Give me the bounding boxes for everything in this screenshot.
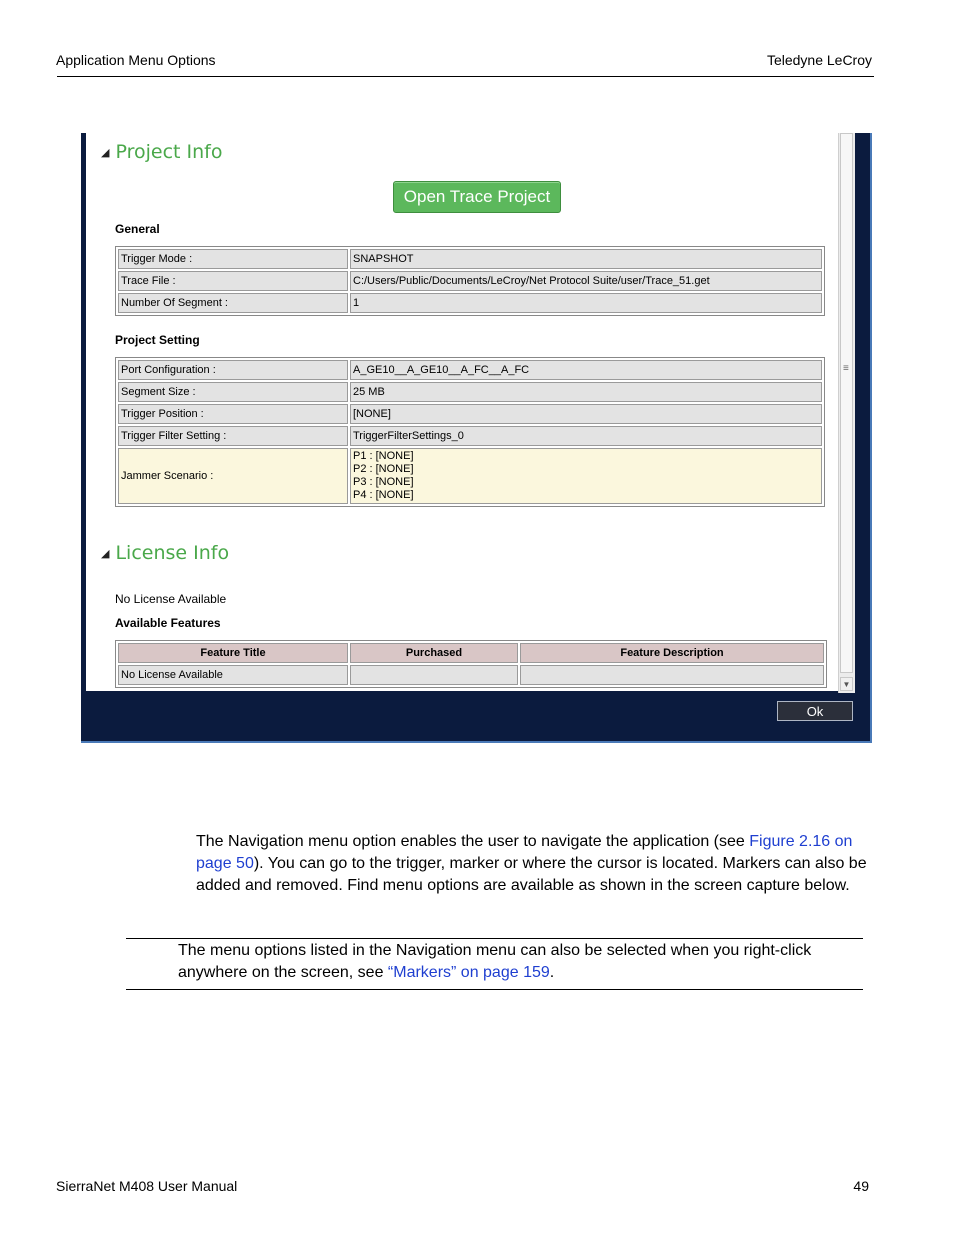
available-features-heading: Available Features: [115, 616, 221, 630]
table-cell: [350, 665, 518, 685]
scrollbar-thumb[interactable]: [840, 133, 853, 673]
table-row: [118, 293, 822, 313]
project-info-title: Project Info: [115, 141, 223, 163]
open-trace-project-button[interactable]: Open Trace Project: [393, 181, 561, 213]
row-key: Port Configuration :: [118, 360, 348, 380]
table-row: [118, 249, 822, 269]
note-rule-top: [126, 938, 863, 939]
grip-icon: ≡: [843, 363, 849, 374]
markers-link[interactable]: “Markers” on page 159: [387, 964, 550, 981]
jammer-row: [118, 448, 822, 504]
row-key: Segment Size :: [118, 382, 348, 402]
row-key: Trigger Mode :: [118, 249, 348, 269]
footer-manual-title: SierraNet M408 User Manual: [56, 1178, 238, 1194]
footer-page-number: 49: [853, 1178, 869, 1194]
table-row: [118, 382, 822, 402]
table-cell: [520, 665, 824, 685]
header-company: Teledyne LeCroy: [766, 52, 872, 68]
jammer-line: P2 : [NONE]: [353, 463, 414, 475]
ok-button[interactable]: Ok: [777, 701, 853, 721]
project-setting-heading: Project Setting: [115, 333, 200, 347]
note-text: The menu options listed in the Navigation menu can also be selected when you right-click anywhere on the screen, see: [178, 942, 812, 981]
license-info-section-header[interactable]: [101, 542, 229, 564]
table-row: [118, 404, 822, 424]
table-row: [118, 271, 822, 291]
collapse-triangle-icon[interactable]: ◢: [101, 147, 110, 159]
column-header: Feature Title: [118, 643, 348, 663]
row-value: C:/Users/Public/Documents/LeCroy/Net Protocol Suite/user/Trace_51.get: [350, 271, 822, 291]
row-value: SNAPSHOT: [350, 249, 822, 269]
row-value: TriggerFilterSettings_0: [350, 426, 822, 446]
note-text: .: [549, 964, 555, 981]
project-info-window: [81, 133, 872, 743]
table-cell: No License Available: [118, 665, 348, 685]
table-row: [118, 360, 822, 380]
row-key: Trigger Position :: [118, 404, 348, 424]
header-section-title: Application Menu Options: [56, 52, 216, 68]
column-header: Feature Description: [520, 643, 824, 663]
table-header-row: [118, 643, 824, 663]
scroll-down-icon[interactable]: ▼: [840, 677, 853, 691]
figure-link[interactable]: Figure 2.16 on page 50: [196, 833, 853, 872]
jammer-values: [350, 448, 822, 504]
column-header: Purchased: [350, 643, 518, 663]
jammer-line: P4 : [NONE]: [353, 489, 414, 501]
row-key: Trace File :: [118, 271, 348, 291]
table-row: [118, 426, 822, 446]
project-setting-table: [115, 357, 825, 507]
license-info-title: License Info: [115, 542, 230, 564]
row-value: 25 MB: [350, 382, 822, 402]
row-value: 1: [350, 293, 822, 313]
general-heading: General: [115, 222, 160, 236]
jammer-line: P1 : [NONE]: [353, 450, 414, 462]
vertical-scrollbar[interactable]: [838, 133, 855, 693]
features-table: [115, 640, 827, 688]
header-rule: [57, 76, 874, 77]
row-value: A_GE10__A_GE10__A_FC__A_FC: [350, 360, 822, 380]
window-content: [86, 133, 840, 691]
note-rule-bottom: [126, 989, 863, 990]
navigation-paragraph: [196, 831, 876, 897]
note-paragraph: [178, 940, 858, 984]
table-row: [118, 665, 824, 685]
collapse-triangle-icon[interactable]: ◢: [101, 548, 110, 560]
paragraph-text: The Navigation menu option enables the user to navigate the application (see: [196, 833, 750, 850]
general-table: [115, 246, 825, 316]
row-key: Number Of Segment :: [118, 293, 348, 313]
paragraph-text: ). You can go to the trigger, marker or where the cursor is located. Markers can also be added and removed. Find menu options are available as shown in the screen capture below.: [196, 855, 867, 894]
row-key: Jammer Scenario :: [118, 448, 348, 504]
jammer-line: P3 : [NONE]: [353, 476, 414, 488]
project-info-section-header[interactable]: [101, 141, 222, 163]
row-value: [NONE]: [350, 404, 822, 424]
row-key: Trigger Filter Setting :: [118, 426, 348, 446]
no-license-text: No License Available: [115, 592, 227, 606]
